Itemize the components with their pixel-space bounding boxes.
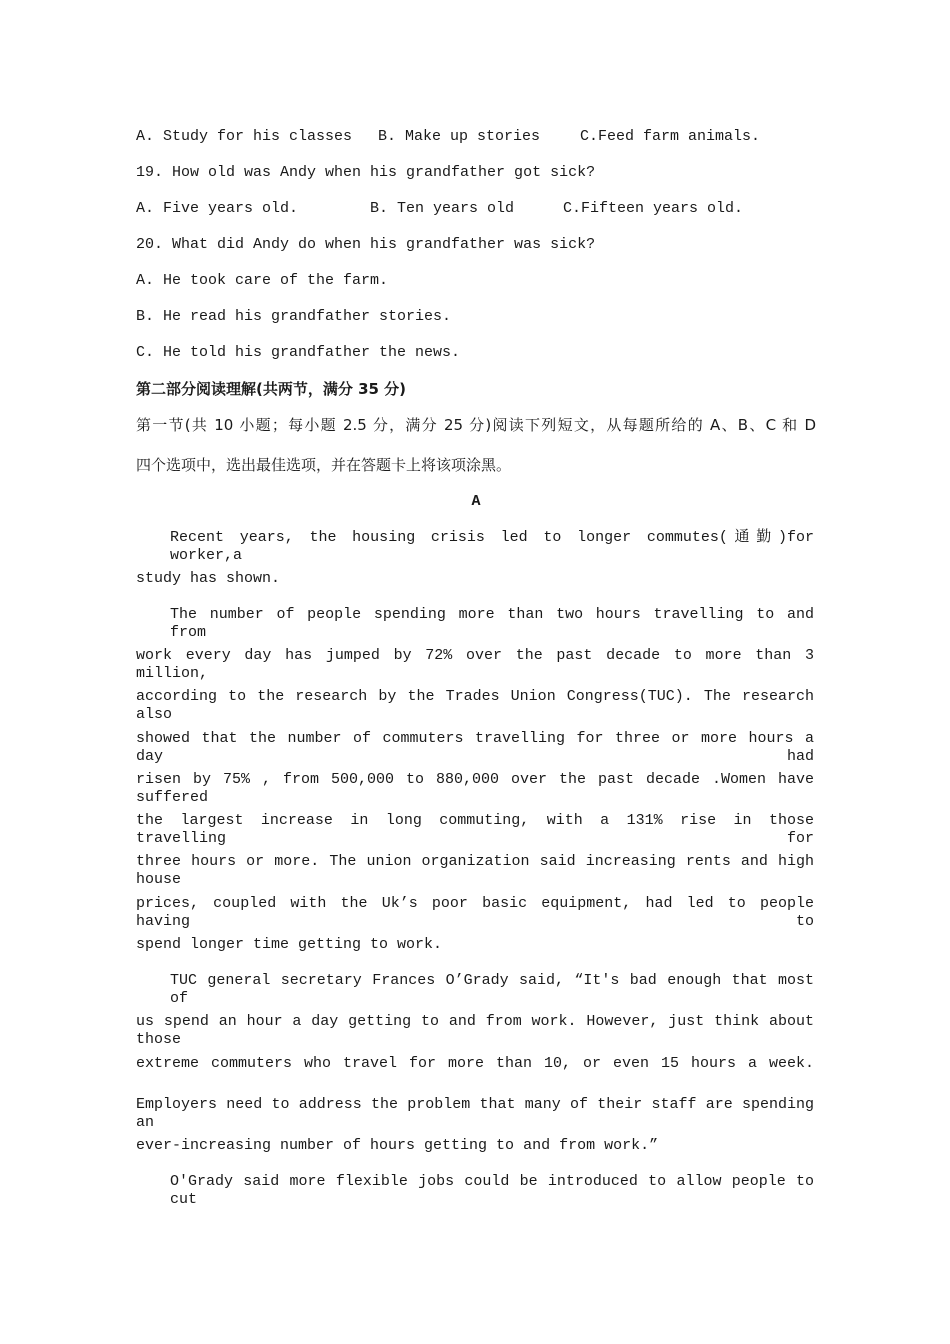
q20-option-c: C. He told his grandfather the news. xyxy=(136,344,461,361)
passage-line: us spend an hour a day getting to and from work. However, just think about those xyxy=(136,1013,814,1048)
passage-line: prices, coupled with the Uk’s poor basic equipment, had led to people having to xyxy=(136,895,814,930)
passage-line: TUC general secretary Frances O’Grady said, “It's bad enough that most of xyxy=(170,972,814,1007)
q19-option-a: A. Five years old. xyxy=(136,200,299,217)
passage-line: Recent years, the housing crisis led to longer commutes(通勤)for worker,a xyxy=(170,529,814,564)
passage-line: ever-increasing number of hours getting to and from work.” xyxy=(136,1137,659,1154)
q20-option-a: A. He took care of the farm. xyxy=(136,272,389,289)
section-instruction-line2: 四个选项中，选出最佳选项，并在答题卡上将该项涂黑。 xyxy=(136,456,512,474)
section-title: 第二部分阅读理解(共两节，满分 35 分) xyxy=(136,380,407,398)
passage-line: the largest increase in long commuting, with a 131% rise in those travelling for xyxy=(136,812,814,847)
passage-line: according to the research by the Trades Union Congress(TUC). The research also xyxy=(136,688,814,723)
passage-line: Employers need to address the problem that many of their staff are spending an xyxy=(136,1096,814,1131)
q20-stem: 20. What did Andy do when his grandfather was sick? xyxy=(136,236,596,253)
passage-line: extreme commuters who travel for more than 10, or even 15 hours a week. xyxy=(136,1055,814,1072)
q18-option-a: A. Study for his classes xyxy=(136,128,353,145)
passage-line: The number of people spending more than two hours travelling to and from xyxy=(170,606,814,641)
q20-option-b: B. He read his grandfather stories. xyxy=(136,308,452,325)
passage-heading: A xyxy=(471,493,481,510)
q19-option-c: C.Fifteen years old. xyxy=(563,200,744,217)
q18-option-b: B. Make up stories xyxy=(378,128,541,145)
passage-line: risen by 75% , from 500,000 to 880,000 over the past decade .Women have suffered xyxy=(136,771,814,806)
q19-option-b: B. Ten years old xyxy=(370,200,515,217)
passage-line: showed that the number of commuters travelling for three or more hours a day had xyxy=(136,730,814,765)
q18-option-c: C.Feed farm animals. xyxy=(580,128,761,145)
section-instruction-line1: 第一节(共 10 小题；每小题 2.5 分，满分 25 分)阅读下列短文，从每题所给的 A、B、C 和 D xyxy=(136,416,816,434)
passage-line: three hours or more. The union organization said increasing rents and high house xyxy=(136,853,814,888)
q19-stem: 19. How old was Andy when his grandfather got sick? xyxy=(136,164,596,181)
passage-line: spend longer time getting to work. xyxy=(136,936,443,953)
passage-line: work every day has jumped by 72% over the past decade to more than 3 million, xyxy=(136,647,814,682)
passage-line: study has shown. xyxy=(136,570,281,587)
passage-line: O'Grady said more flexible jobs could be introduced to allow people to cut xyxy=(170,1173,814,1208)
